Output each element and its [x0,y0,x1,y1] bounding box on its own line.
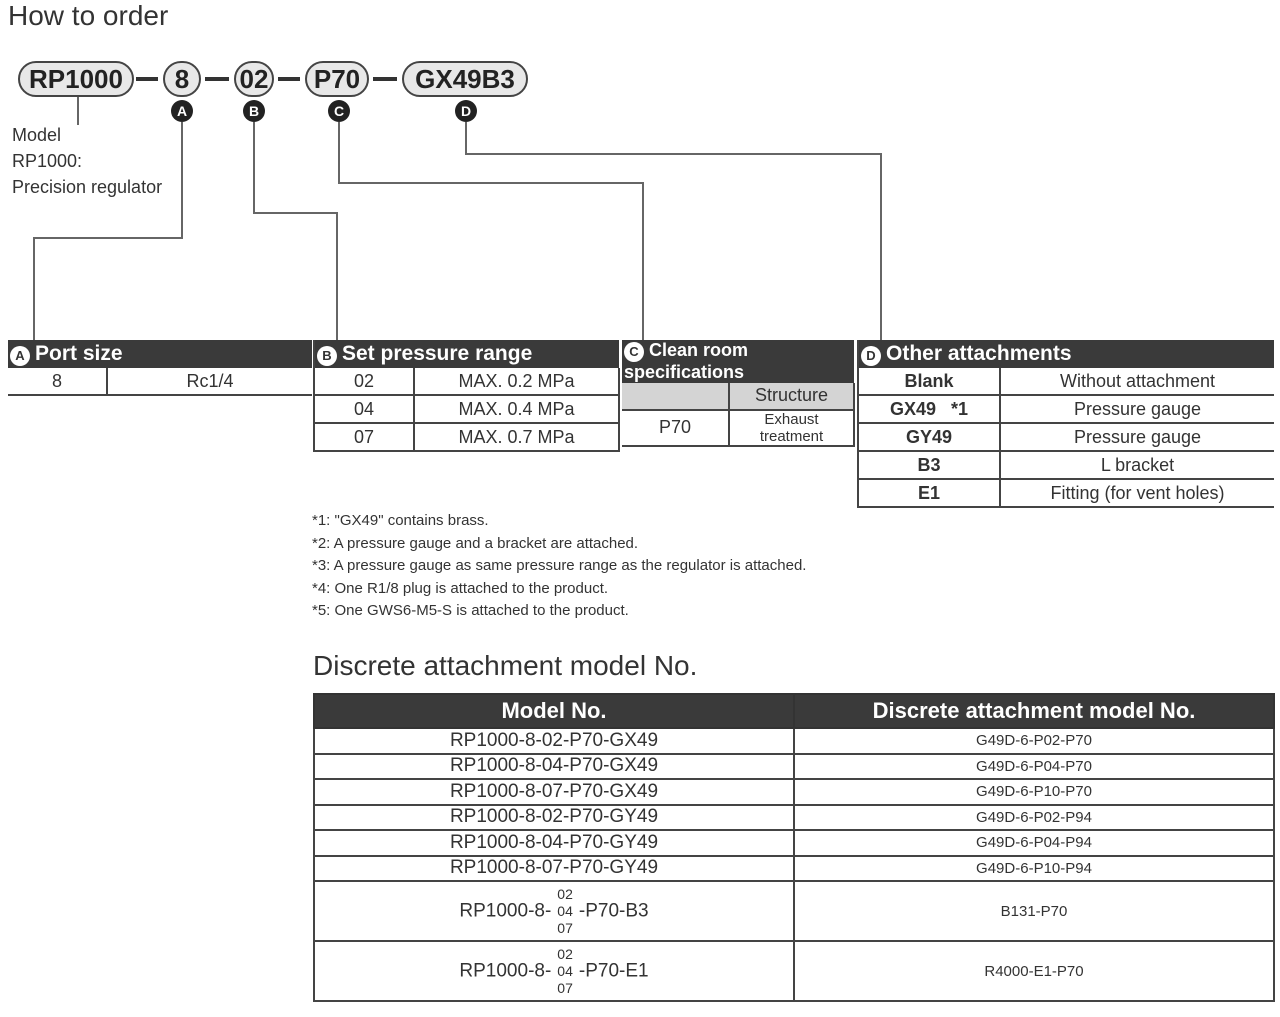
pressure-value-cell: MAX. 0.7 MPa [414,423,619,451]
pressure-code-cell: 07 [314,423,414,451]
table-row [314,423,619,451]
attachment-code-cell: GX49 *1 [858,395,1000,423]
table-row [314,754,1274,780]
marker-a: A [171,100,193,122]
table-row [314,941,1274,1001]
model-no-header: Model No. [314,694,794,728]
table-row [314,395,619,423]
port-code-pill: 8 [163,61,201,97]
option-stack [557,886,573,937]
model-no-cell: RP1000-8-02-P70-GX49 [314,728,794,754]
model-no-cell [314,941,794,1001]
separator-dash [205,77,229,81]
pressure-range-header-label: Set pressure range [342,342,533,365]
port-size-table [8,340,312,396]
attachment-code-pill: GX49B3 [402,61,528,97]
discrete-model-cell: G49D-6-P02-P94 [794,805,1274,831]
table-row [314,728,1274,754]
discrete-model-header: Discrete attachment model No. [794,694,1274,728]
marker-c-icon: C [624,342,644,362]
marker-c: C [328,100,350,122]
clean-code-cell: P70 [622,410,729,446]
option-value: 07 [557,979,573,996]
port-code-cell: 8 [8,368,107,395]
model-no-cell: RP1000-8-02-P70-GY49 [314,805,794,831]
table-row [314,856,1274,882]
model-note-line: RP1000: [12,151,83,171]
discrete-model-cell: G49D-6-P10-P70 [794,779,1274,805]
discrete-model-cell: B131-P70 [794,881,1274,941]
attachment-desc-cell: Pressure gauge [1000,423,1274,451]
model-suffix: -P70-E1 [578,960,649,982]
model-no-cell: RP1000-8-04-P70-GY49 [314,830,794,856]
marker-d-icon: D [861,346,881,366]
footnote: *5: One GWS6-M5-S is attached to the product. [312,602,629,619]
attachment-desc-cell: L bracket [1000,451,1274,479]
table-row [314,830,1274,856]
other-attachments-table [857,340,1274,508]
table-row [314,881,1274,941]
attachment-desc-cell: Fitting (for vent holes) [1000,479,1274,507]
separator-dash [278,77,300,81]
discrete-model-cell: R4000-E1-P70 [794,941,1274,1001]
option-value: 07 [557,919,573,936]
table-row [858,368,1274,395]
discrete-model-cell: G49D-6-P04-P70 [794,754,1274,780]
table-row [314,779,1274,805]
discrete-model-cell: G49D-6-P02-P70 [794,728,1274,754]
model-note-line: Model [12,125,62,145]
attachment-code-cell: Blank [858,368,1000,395]
marker-b-icon: B [317,346,337,366]
model-no-cell: RP1000-8-07-P70-GX49 [314,779,794,805]
attachment-code-cell: B3 [858,451,1000,479]
footnote: *2: A pressure gauge and a bracket are attached. [312,534,639,552]
discrete-model-cell: G49D-6-P04-P94 [794,830,1274,856]
model-no-cell [314,881,794,941]
attachment-leader-line [466,122,881,343]
pressure-range-header [314,340,619,368]
pressure-range-table [313,340,620,452]
attachment-code-cell: GY49 [858,423,1000,451]
separator-dash [373,77,397,81]
table-row [622,383,854,410]
port-thread-cell: Rc1/4 [107,368,312,395]
clean-room-header-label: Clean room specifications [624,340,749,382]
attachment-desc-cell: Without attachment [1000,368,1274,395]
model-suffix: -P70-B3 [578,900,649,922]
separator-dash [136,77,158,81]
pressure-code-pill: 02 [234,61,274,97]
table-row [314,805,1274,831]
footnote: *3: A pressure gauge as same pressure range as the regulator is attached. [312,557,807,574]
model-prefix: RP1000-8- [459,960,552,982]
table-row [314,368,619,395]
option-value: 04 [557,902,573,919]
port-size-header-label: Port size [35,342,123,365]
pressure-code-cell: 04 [314,395,414,423]
discrete-title: Discrete attachment model No. [313,650,698,681]
pressure-value-cell: MAX. 0.4 MPa [414,395,619,423]
option-value: 02 [557,945,573,962]
model-code-pill: RP1000 [18,61,134,97]
clean-leader-line [339,122,643,343]
blank-cell [622,383,729,410]
clean-room-table [622,340,855,447]
marker-b: B [243,100,265,122]
model-note-line: Precision regulator [12,177,163,197]
attachment-desc-cell: Pressure gauge [1000,395,1274,423]
structure-label-cell: Structure [729,383,854,410]
footnote: *4: One R1/8 plug is attached to the product. [312,579,609,597]
pressure-code-cell: 02 [314,368,414,395]
port-size-header [8,340,312,368]
table-row [858,395,1274,423]
attachment-code-cell: E1 [858,479,1000,507]
table-row [858,451,1274,479]
page-title: How to order [8,0,169,31]
table-row [858,423,1274,451]
marker-a-icon: A [10,346,30,366]
other-attachments-header [858,340,1274,368]
clean-structure-cell: Exhaust treatment [729,410,854,446]
model-no-cell: RP1000-8-07-P70-GY49 [314,856,794,882]
clean-code-pill: P70 [305,61,369,97]
clean-room-header [622,340,854,383]
option-value: 04 [557,962,573,979]
model-note [12,122,162,200]
footnote: *1: "GX49" contains brass. [312,512,489,529]
table-row [858,479,1274,507]
model-no-cell: RP1000-8-04-P70-GX49 [314,754,794,780]
discrete-model-cell: G49D-6-P10-P94 [794,856,1274,882]
marker-d: D [455,100,477,122]
model-prefix: RP1000-8- [459,900,552,922]
discrete-attachment-table [313,693,1275,1002]
pressure-leader-line [254,122,337,343]
option-value: 02 [557,885,573,902]
footnotes [312,510,806,623]
option-stack [557,946,573,997]
table-row [622,410,854,446]
pressure-value-cell: MAX. 0.2 MPa [414,368,619,395]
other-attachments-header-label: Other attachments [886,342,1072,365]
table-row [8,368,312,395]
